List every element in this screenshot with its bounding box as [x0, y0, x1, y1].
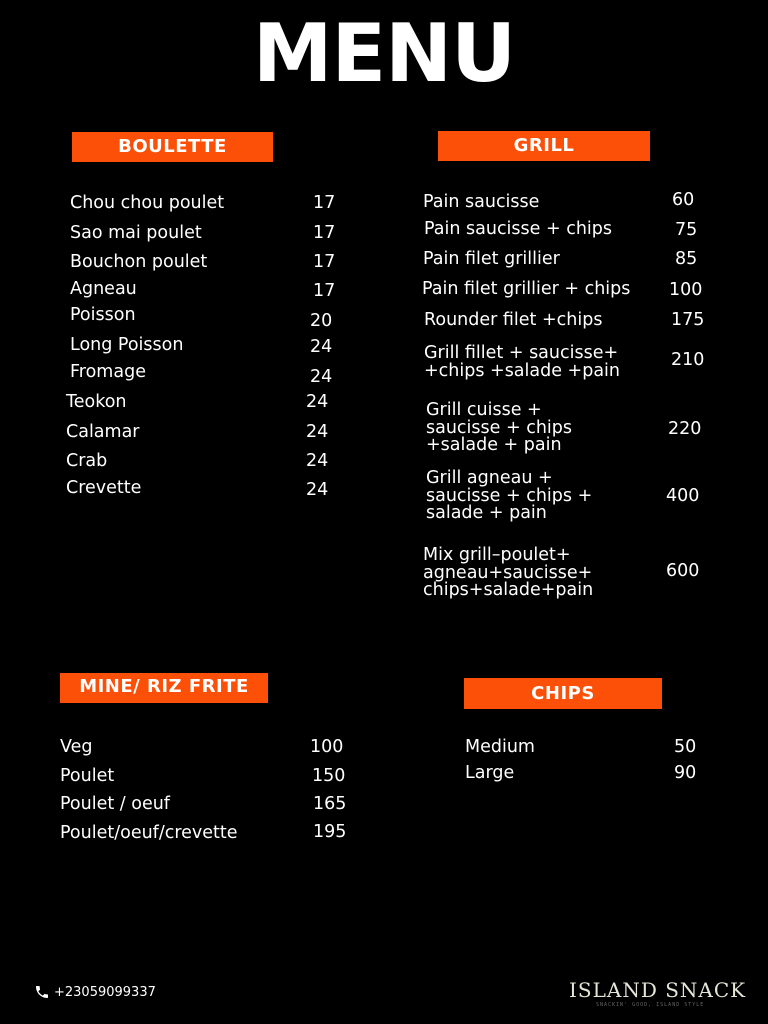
grill-item-price: 220 [668, 419, 702, 439]
grill-item-line: salade + pain [426, 503, 547, 523]
boulette-item-name: Teokon [66, 392, 127, 412]
grill-item-line: +salade + pain [426, 435, 562, 455]
chips-item-name: Medium [465, 737, 535, 757]
chips-item-price: 50 [674, 737, 697, 757]
grill-item-name [424, 345, 620, 380]
boulette-item-name: Poisson [70, 305, 136, 325]
grill-item-line: Mix grill–poulet+ [423, 545, 571, 565]
grill-item-price: 175 [671, 310, 705, 330]
phone-contact[interactable] [34, 984, 156, 1000]
mine-item-name: Veg [60, 737, 93, 757]
boulette-item-price: 17 [313, 223, 336, 243]
boulette-item-price: 24 [310, 337, 333, 357]
phone-icon [34, 984, 50, 1000]
grill-item-price: 600 [666, 561, 700, 581]
grill-item-price: 60 [672, 190, 695, 210]
boulette-item-name: Sao mai poulet [70, 223, 202, 243]
boulette-item-price: 24 [310, 367, 333, 387]
boulette-item-price: 17 [313, 281, 336, 301]
grill-item-name: Rounder filet +chips [424, 310, 603, 330]
boulette-item-name: Bouchon poulet [70, 252, 208, 272]
grill-item-line: chips+salade+pain [423, 580, 594, 600]
boulette-item-name: Crevette [66, 478, 142, 498]
grill-heading: GRILL [438, 131, 650, 161]
chips-item-name: Large [465, 763, 515, 783]
grill-item-price: 100 [669, 280, 703, 300]
grill-item-line: +chips +salade +pain [424, 360, 621, 381]
grill-item-line: Grill cuisse + [426, 400, 542, 420]
boulette-item-name: Chou chou poulet [70, 193, 225, 213]
boulette-item-name: Fromage [70, 362, 146, 382]
boulette-item-price: 17 [313, 193, 336, 213]
mine-item-price: 150 [312, 766, 346, 786]
chips-heading: CHIPS [464, 678, 662, 709]
mine-item-name: Poulet/oeuf/crevette [60, 823, 238, 843]
boulette-item-name: Crab [66, 451, 108, 471]
grill-item-line: Grill fillet + saucisse+ [424, 343, 619, 363]
boulette-item-price: 24 [306, 392, 329, 412]
grill-item-name [426, 470, 592, 523]
grill-item-name [423, 547, 593, 600]
grill-item-price: 85 [675, 249, 698, 269]
boulette-item-price: 17 [313, 252, 336, 272]
boulette-item-name: Agneau [70, 279, 137, 299]
grill-item-line: agneau+saucisse+ [423, 562, 593, 583]
boulette-item-price: 20 [310, 311, 333, 331]
boulette-item-name: Calamar [66, 422, 140, 442]
mine-heading: MINE/ RIZ FRITE [60, 673, 268, 703]
brand-tagline: SNACKIN' GOOD, ISLAND STYLE [596, 1002, 705, 1008]
brand-logo-text: ISLAND SNACK [569, 978, 747, 1002]
grill-item-line: Grill agneau + [426, 468, 553, 488]
boulette-item-name: Long Poisson [70, 335, 184, 355]
phone-number: +23059099337 [54, 984, 156, 1000]
grill-item-name: Pain filet grillier + chips [422, 279, 631, 299]
grill-item-name [426, 402, 572, 455]
menu-title: MENU [252, 7, 516, 100]
grill-item-line: saucisse + chips + [426, 485, 593, 506]
chips-item-price: 90 [674, 763, 697, 783]
grill-item-name: Pain filet grillier [423, 249, 560, 269]
boulette-heading: BOULETTE [72, 132, 273, 162]
mine-item-price: 165 [313, 794, 347, 814]
grill-item-price: 400 [666, 486, 700, 506]
boulette-item-price: 24 [306, 480, 329, 500]
mine-item-name: Poulet / oeuf [60, 794, 170, 814]
mine-item-name: Poulet [60, 766, 115, 786]
grill-item-name: Pain saucisse + chips [424, 219, 613, 239]
grill-item-price: 75 [675, 220, 698, 240]
boulette-item-price: 24 [306, 422, 329, 442]
grill-item-name: Pain saucisse [423, 192, 540, 212]
mine-item-price: 100 [310, 737, 344, 757]
boulette-item-price: 24 [306, 451, 329, 471]
grill-item-line: saucisse + chips [426, 417, 573, 438]
mine-item-price: 195 [313, 822, 347, 842]
grill-item-price: 210 [671, 350, 705, 370]
